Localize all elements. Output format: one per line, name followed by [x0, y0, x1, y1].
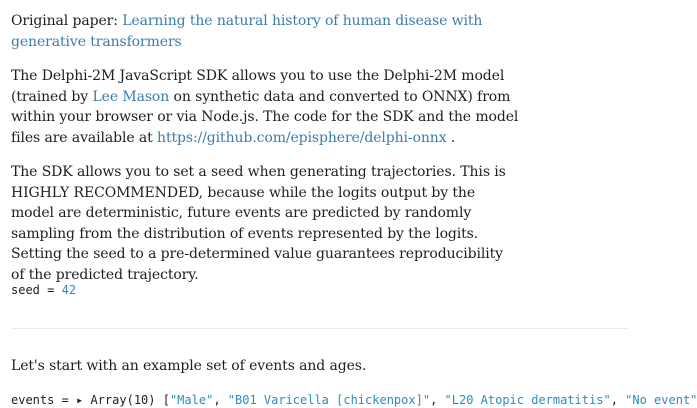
start-paragraph: Let's start with an example set of events and ages. — [11, 358, 367, 374]
author-link[interactable]: Lee Mason — [92, 88, 170, 105]
original-paper-label: Original paper: — [11, 13, 123, 29]
events-item: "No event" — [625, 393, 697, 407]
cell-divider — [11, 328, 629, 329]
events-separator: , — [213, 393, 228, 407]
original-paper-line — [11, 11, 516, 52]
intro-text-1: The Delphi-2M JavaScript SDK allows you to use the Delphi-2M model (trained by — [11, 68, 505, 105]
events-item: "L20 Atopic dermatitis" — [444, 393, 611, 407]
events-prefix[interactable]: events = ▸ Array(10) [ — [11, 393, 170, 407]
events-separator: , — [430, 393, 445, 407]
events-item: "Male" — [169, 393, 214, 407]
seed-variable: seed — [11, 283, 40, 297]
intro-text-2: on synthetic data and converted to ONNX) from within your browser or via Node.js. The code for the SDK and the model files are available at — [11, 88, 519, 146]
repo-link[interactable]: https://github.com/episphere/delphi-onnx — [157, 129, 447, 146]
seed-operator: = — [39, 283, 62, 297]
events-separator: , — [610, 393, 626, 407]
events-item: "B01 Varicella [chickenpox]" — [227, 393, 431, 407]
seed-paragraph: The SDK allows you to set a seed when generating trajectories. This is HIGHLY RECOMMENDED, because while the logits output by the model are deterministic, future events are predicted by randomly sampling from the distribution of events represented by the logits. Setting the seed to a pre-determined value guarantees reproducibility of the predicted trajectory. — [11, 164, 506, 283]
original-paper-link[interactable]: Learning the natural history of human disease with generative transformers — [11, 13, 483, 50]
seed-cell-output[interactable] — [11, 282, 76, 298]
events-cell-output[interactable] — [11, 392, 697, 408]
seed-value: 42 — [61, 283, 77, 297]
intro-text-3: . — [446, 129, 456, 146]
intro-paragraph — [11, 66, 521, 148]
